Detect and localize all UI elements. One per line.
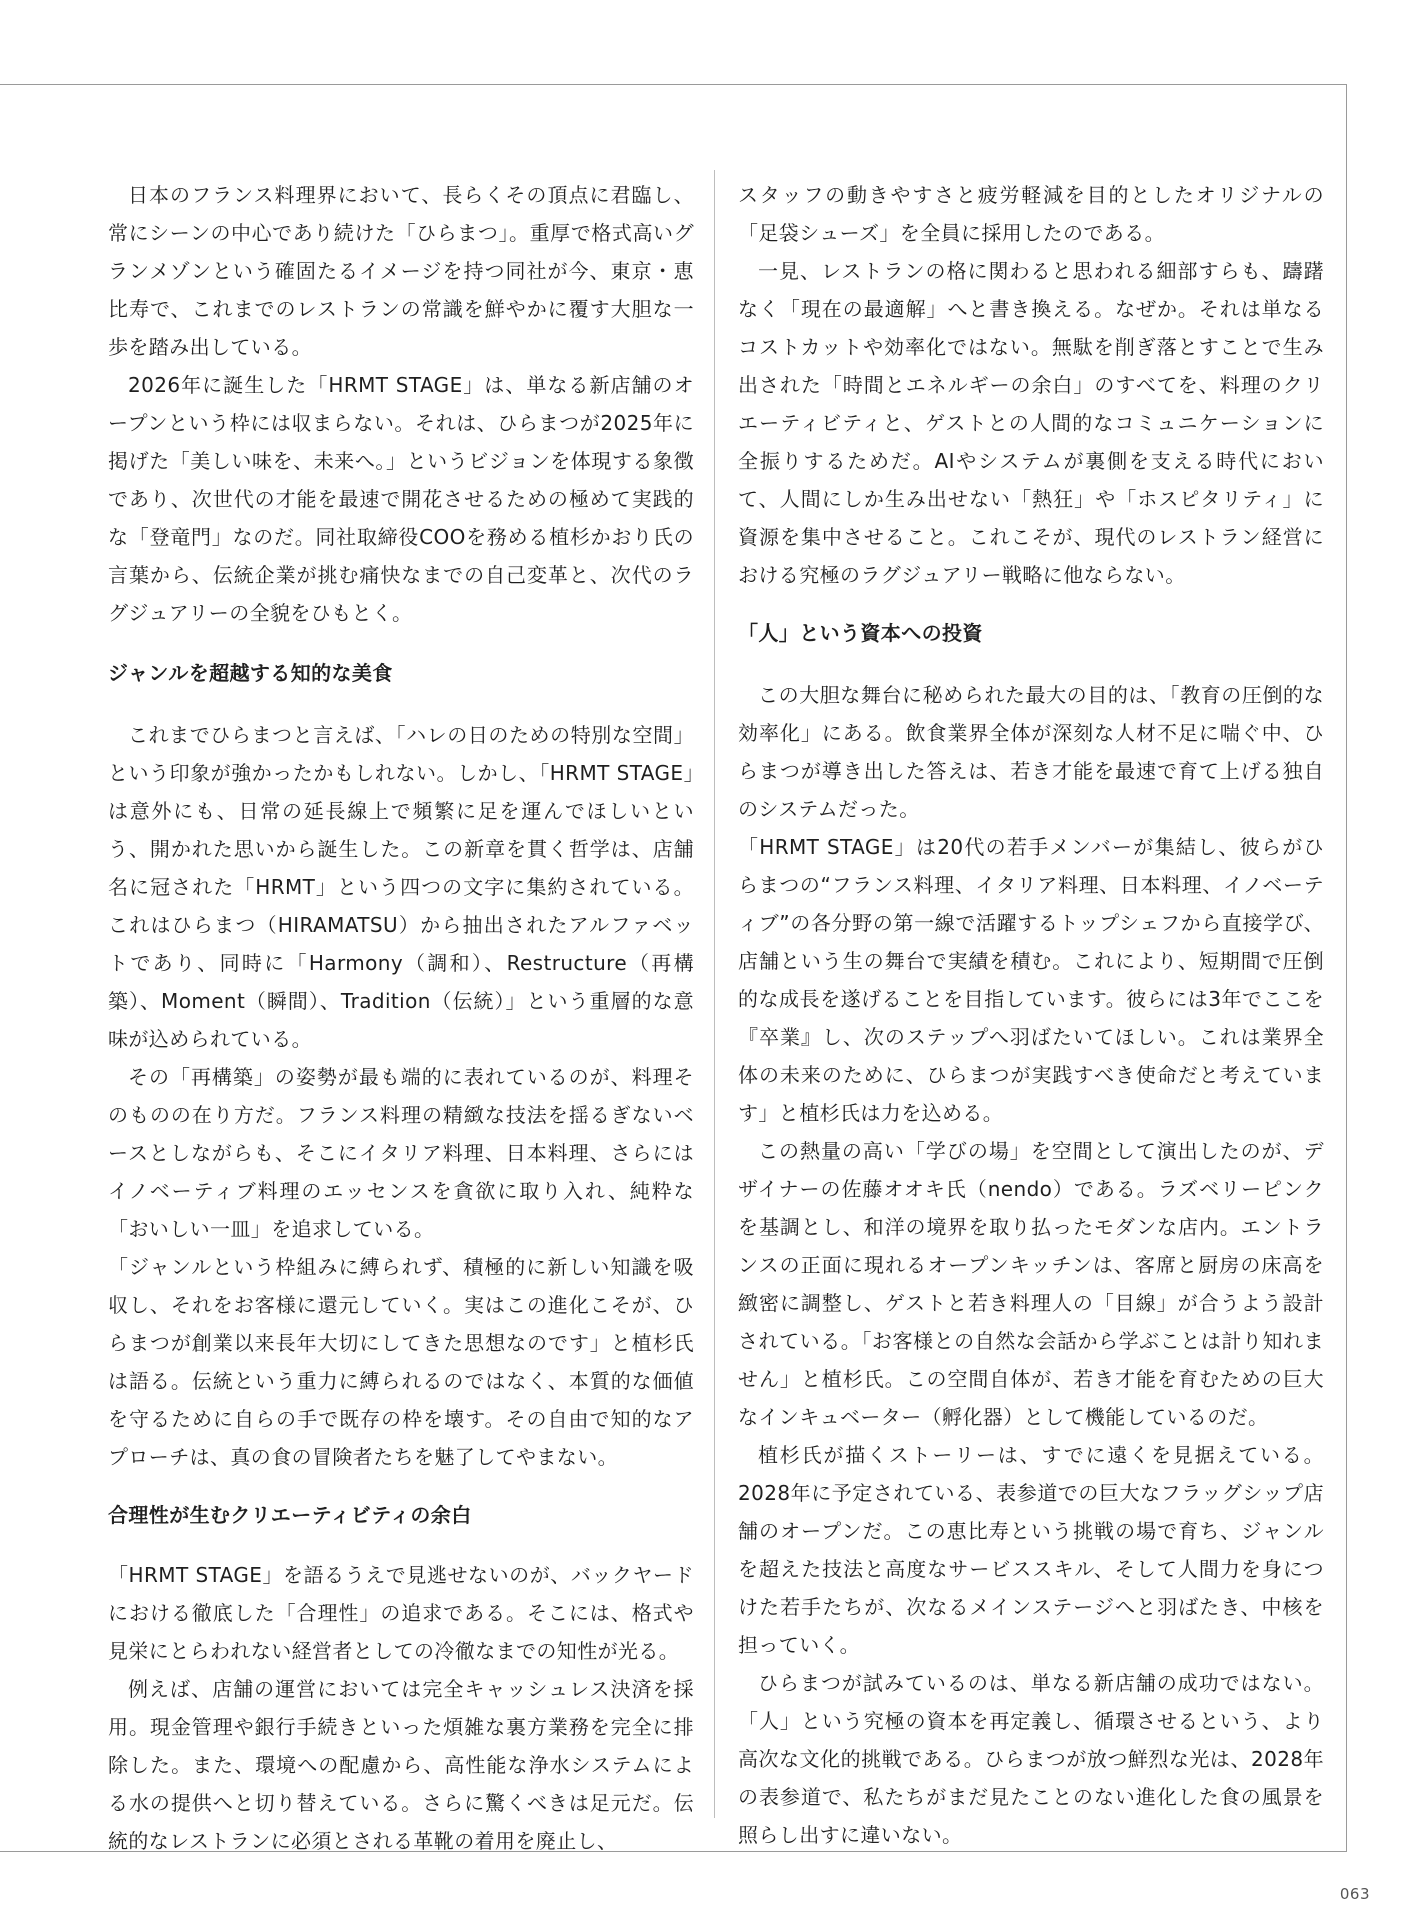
paragraph: この熱量の高い「学びの場」を空間として演出したのが、デザイナーの佐藤オオキ氏（nendo）である。ラズベリーピンクを基調とし、和洋の境界を取り払ったモダンな店内。エントランスの正面に現れるオープンキッチンは、客席と厨房の床高を緻密に調整し、ゲストと若き料理人の「目線」が合うよう設計されている。「お客様との自然な会話から学ぶことは計り知れません」と植杉氏。この空間自体が、若き才能を育むための巨大なインキュベーター（孵化器）として機能しているのだ。 [738, 1139, 1324, 1429]
right-column [738, 176, 1324, 1854]
paragraph: その「再構築」の姿勢が最も端的に表れているのが、料理そのものの在り方だ。フランス料理の精緻な技法を揺るぎないベースとしながらも、そこにイタリア料理、日本料理、さらにはイノベーティブ料理のエッセンスを貪欲に取り入れ、純粋な「おいしい一皿」を追求している。 [108, 1065, 694, 1241]
paragraph: 例えば、店舗の運営においては完全キャッシュレス決済を採用。現金管理や銀行手続きといった煩雑な裏方業務を完全に排除した。また、環境への配慮から、高性能な浄水システムによる水の提供へと切り替えている。さらに驚くべきは足元だ。伝統的なレストランに必須とされる革靴の着用を廃止し、 [108, 1677, 694, 1853]
paragraph: ひらまつが試みているのは、単なる新店舗の成功ではない。「人」という究極の資本を再定義し、循環させるという、より高次な文化的挑戦である。ひらまつが放つ鮮烈な光は、2028年の表参道で、私たちがまだ見たことのない進化した食の風景を照らし出すに違いない。 [738, 1671, 1324, 1847]
paragraph: これまでひらまつと言えば、「ハレの日のための特別な空間」という印象が強かったかもしれない。しかし、「HRMT STAGE」は意外にも、日常の延長線上で頻繁に足を運んでほしいという、開かれた思いから誕生した。この新章を貫く哲学は、店舗名に冠された「HRMT」という四つの文字に集約されている。これはひらまつ（HIRAMATSU）から抽出されたアルファベットであり、同時に「Harmony（調和）、Restructure（再構築）、Moment（瞬間）、Tradition（伝統）」という重層的な意味が込められている。 [108, 723, 694, 1051]
paragraph: 「ジャンルという枠組みに縛られず、積極的に新しい知識を吸収し、それをお客様に還元していく。実はこの進化こそが、ひらまつが創業以来長年大切にしてきた思想なのです」と植杉氏は語る。伝統という重力に縛られるのではなく、本質的な価値を守るために自らの手で既存の枠を壊す。その自由で知的なアプローチは、真の食の冒険者たちを魅了してやまない。 [108, 1255, 694, 1469]
column-divider [714, 170, 715, 1818]
paragraph: 「HRMT STAGE」は20代の若手メンバーが集結し、彼らがひらまつの“フランス料理、イタリア料理、日本料理、イノベーティブ”の各分野の第一線で活躍するトップシェフから直接学び、店舗という生の舞台で実績を積む。これにより、短期間で圧倒的な成長を遂げることを目指しています。彼らには3年でここを『卒業』し、次のステップへ羽ばたいてほしい。これは業界全体の未来のために、ひらまつが実践すべき使命だと考えています」と植杉氏は力を込める。 [738, 835, 1324, 1125]
paragraph: 2026年に誕生した「HRMT STAGE」は、単なる新店舗のオープンという枠には収まらない。それは、ひらまつが2025年に掲げた「美しい味を、未来へ。」というビジョンを体現する象徴であり、次世代の才能を最速で開花させるための極めて実践的な「登竜門」なのだ。同社取締役COOを務める植杉かおり氏の言葉から、伝統企業が挑む痛快なまでの自己変革と、次代のラグジュアリーの全貌をひもとく。 [108, 373, 694, 625]
paragraph: 日本のフランス料理界において、長らくその頂点に君臨し、常にシーンの中心であり続けた「ひらまつ」。重厚で格式高いグランメゾンという確固たるイメージを持つ同社が今、東京・恵比寿で、これまでのレストランの常識を鮮やかに覆す大胆な一歩を踏み出している。 [108, 183, 694, 359]
section-heading: ジャンルを超越する知的な美食 [108, 661, 393, 685]
paragraph: 一見、レストランの格に関わると思われる細部すらも、躊躇なく「現在の最適解」へと書き換える。なぜか。それは単なるコストカットや効率化ではない。無駄を削ぎ落とすことで生み出された「時間とエネルギーの余白」のすべてを、料理のクリエーティビティと、ゲストとの人間的なコミュニケーションに全振りするためだ。AIやシステムが裏側を支える時代において、人間にしか生み出せない「熱狂」や「ホスピタリティ」に資源を集中させること。これこそが、現代のレストラン経営における究極のラグジュアリー戦略に他ならない。 [738, 259, 1324, 587]
paragraph: 「HRMT STAGE」を語るうえで見逃せないのが、バックヤードにおける徹底した「合理性」の追求である。そこには、格式や見栄にとらわれない経営者としての冷徹なまでの知性が光る。 [108, 1563, 694, 1663]
paragraph: スタッフの動きやすさと疲労軽減を目的としたオリジナルの「足袋シューズ」を全員に採用したのである。 [738, 183, 1324, 245]
page-number: 063 [1339, 1885, 1370, 1903]
paragraph: 植杉氏が描くストーリーは、すでに遠くを見据えている。2028年に予定されている、表参道での巨大なフラッグシップ店舗のオープンだ。この恵比寿という挑戦の場で育ち、ジャンルを超えた技法と高度なサービススキル、そして人間力を身につけた若手たちが、次なるメインステージへと羽ばたき、中核を担っていく。 [738, 1443, 1324, 1657]
section-heading: 「人」という資本への投資 [738, 621, 983, 645]
left-column [108, 176, 694, 1860]
section-heading: 合理性が生むクリエーティビティの余白 [108, 1503, 472, 1527]
paragraph: この大胆な舞台に秘められた最大の目的は、「教育の圧倒的な効率化」にある。飲食業界全体が深刻な人材不足に喘ぐ中、ひらまつが導き出した答えは、若き才能を最速で育て上げる独自のシステムだった。 [738, 683, 1324, 821]
